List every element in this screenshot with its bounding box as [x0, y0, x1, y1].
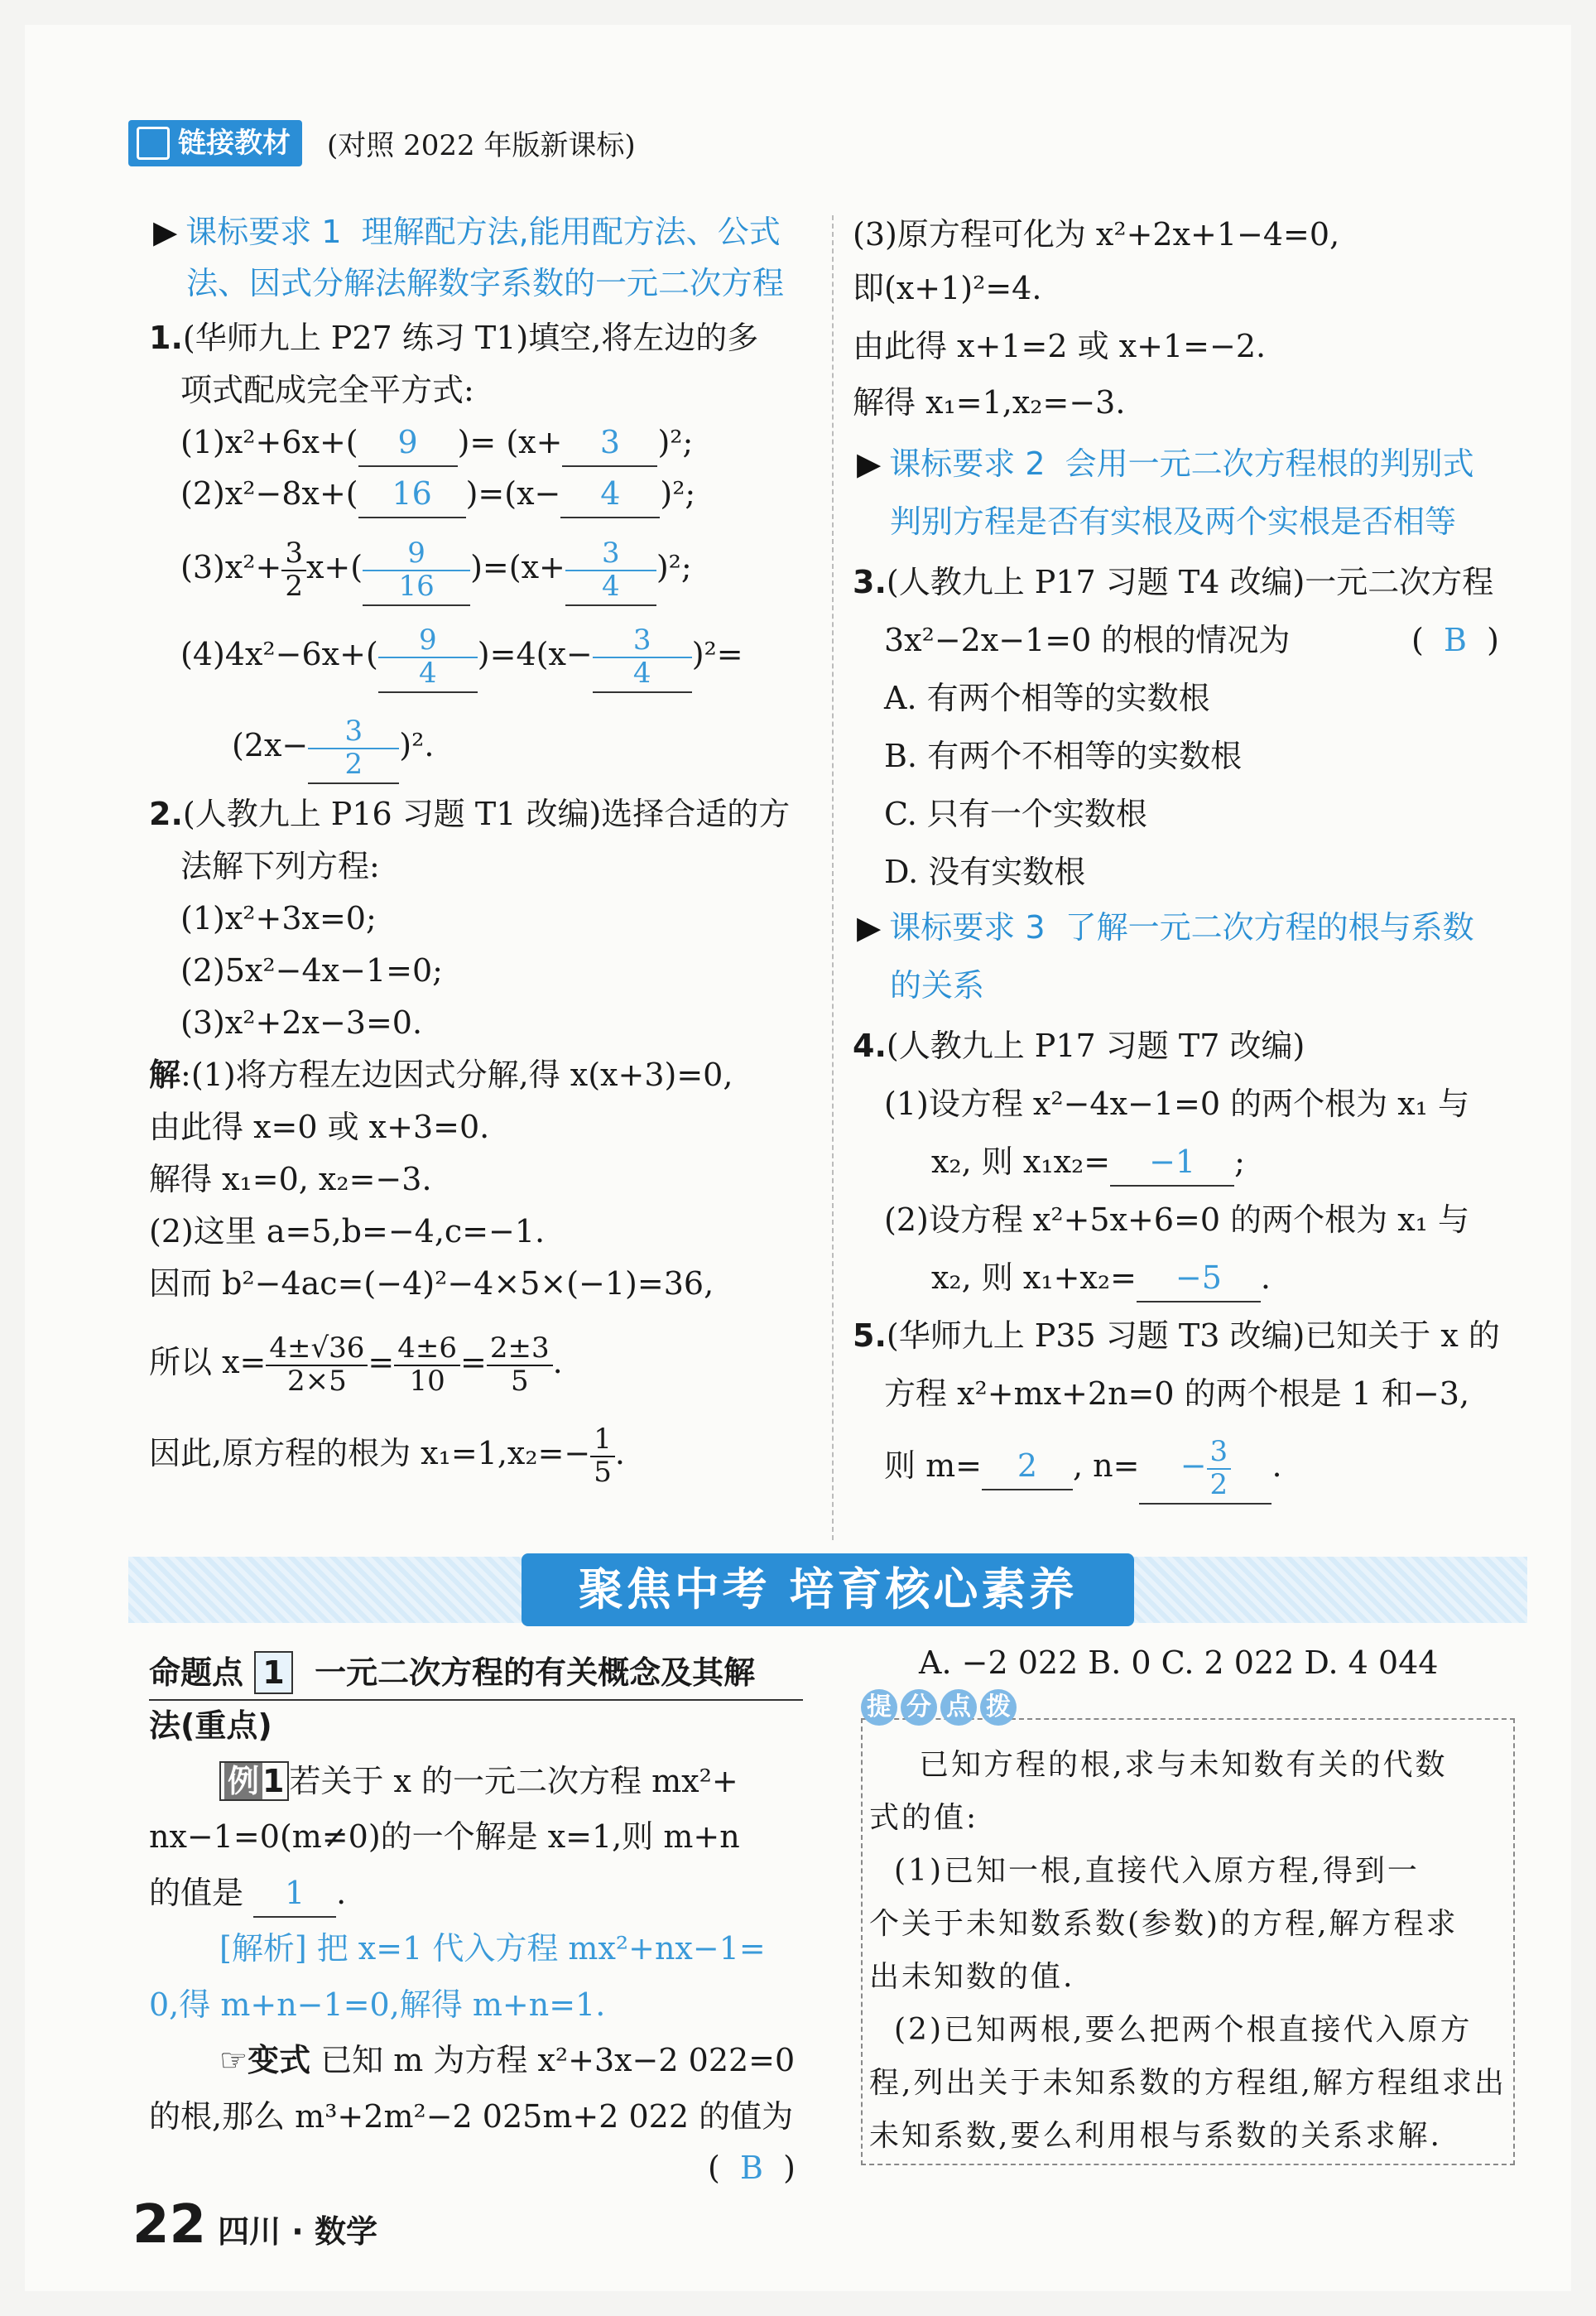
hint-line-8: 未知系数,要么利用根与系数的关系求解. [869, 2119, 1442, 2153]
question-2-line-2: 法解下列方程: [180, 848, 380, 884]
page-number: 22 [132, 2194, 207, 2256]
option-b: B. 有两个不相等的实数根 [884, 738, 1243, 774]
solution-3-line-2: 即(x+1)²=4. [853, 270, 1042, 306]
answer-blank: −1 [1110, 1139, 1234, 1187]
example-1-line-2: nx−1=0(m≠0)的一个解是 x=1,则 m+n [149, 1818, 740, 1855]
answer-blank: − $\frac{3}{2}$ [1139, 1428, 1272, 1505]
analysis-line-1: [解析] 把 x=1 代入方程 mx²+nx−1= [219, 1930, 766, 1967]
question-5-line-3: 则 m= 2 , n= − $\frac{3}{2}$ . [884, 1428, 1282, 1505]
requirement-2: ▶ 课标要求 2 会用一元二次方程根的判别式 [857, 445, 1474, 482]
solution-line-5: 因而 b²−4ac=(−4)²−4×5×(−1)=36, [149, 1265, 714, 1302]
hint-tag: 提 分 点 拨 [861, 1689, 1020, 1726]
section-tag-label: 链接教材 [178, 127, 291, 160]
question-3: 3.(人教九上 P17 习题 T4 改编)一元二次方程 [853, 564, 1494, 600]
solution-line-1: 解:(1)将方程左边因式分解,得 x(x+3)=0, [149, 1057, 733, 1093]
question-2-part-1: (1)x²+3x=0; [180, 900, 377, 937]
variant-answer: ( B ) [708, 2150, 796, 2186]
question-3-answer: ( B ) [1411, 622, 1499, 658]
solution-line-4: (2)这里 a=5,b=−4,c=−1. [149, 1213, 546, 1249]
solution-3-line-1: (3)原方程可化为 x²+2x+1−4=0, [853, 216, 1340, 253]
topic-heading: 命题点 1 一元二次方程的有关概念及其解 [149, 1648, 755, 1697]
requirement-1-label: 课标要求 1 [185, 214, 342, 250]
variant-line-1: ☞变式 已知 m 为方程 x²+3x−2 022=0 [219, 2042, 796, 2078]
requirement-3: ▶ 课标要求 3 了解一元二次方程的根与系数 [857, 909, 1474, 946]
question-5: 5.(华师九上 P35 习题 T3 改编)已知关于 x 的 [853, 1317, 1500, 1354]
topic-heading-line-2: 法(重点) [149, 1699, 803, 1750]
answer-blank: −5 [1137, 1254, 1261, 1302]
question-4-part-1: (1)设方程 x²−4x−1=0 的两个根为 x₁ 与 [884, 1086, 1469, 1122]
example-1: 例 1 若关于 x 的一元二次方程 mx²+ [219, 1758, 738, 1804]
analysis-line-2: 0,得 m+n−1=0,解得 m+n=1. [149, 1986, 606, 2023]
answer-blank: 16 [358, 470, 466, 518]
requirement-1-text-2: 法、因式分解法解数字系数的一元二次方程 [186, 265, 785, 301]
question-2-part-3: (3)x²+2x−3=0. [180, 1004, 423, 1041]
hint-line-6: (2)已知两根,要么把两个根直接代入原方 [894, 2013, 1473, 2047]
solution-line-7: 因此,原方程的根为 x₁=1,x₂=− $\frac{1}{5}$ . [149, 1423, 625, 1489]
hint-line-5: 出未知数的值. [869, 1960, 1075, 1994]
answer-blank: 2 [982, 1442, 1073, 1490]
variant-line-2: 的根,那么 m³+2m²−2 025m+2 022 的值为 [149, 2098, 794, 2135]
question-1-part-2: (2)x²−8x+( 16 )=(x− 4 )²; [180, 470, 695, 518]
requirement-3-text-2: 的关系 [890, 967, 985, 1004]
question-3-line-2: 3x²−2x−1=0 的根的情况为 [884, 622, 1291, 658]
hint-line-2: 式的值: [869, 1801, 979, 1835]
answer-blank: 9 [358, 419, 458, 467]
section-tag [128, 120, 302, 166]
hint-line-4: 个关于未知数系数(参数)的方程,解方程求 [869, 1907, 1459, 1941]
hint-line-1: 已知方程的根,求与未知数有关的代数 [919, 1748, 1448, 1782]
option-a: A. 有两个相等的实数根 [884, 680, 1210, 716]
triangle-icon: ▶ [857, 909, 882, 946]
question-1-part-4: (4)4x²−6x+( $\frac{9}{4}$ )=4(x− $\frac{3}{4}$ )²= [180, 617, 743, 693]
question-2-part-2: (2)5x²−4x−1=0; [180, 952, 443, 989]
question-1-part-3: (3)x²+ $\frac{3}{2}$ x+( $\frac{9}{16}$ )=(x+ $\frac{3}{4}$ )²; [180, 530, 692, 606]
triangle-icon: ▶ [857, 445, 882, 482]
solution-line-3: 解得 x₁=0, x₂=−3. [149, 1161, 432, 1197]
answer-blank: 1 [253, 1870, 336, 1918]
answer-blank: 4 [560, 470, 660, 518]
solution-line-6: 所以 x= $\frac{4\pm√36}{2\times 5}$ = $\frac{4\pm 6}{10}$ = $\frac{2\pm 3}{5}$ . [149, 1331, 563, 1398]
footer [132, 2194, 377, 2256]
option-c: C. 只有一个实数根 [884, 796, 1147, 832]
question-1-part-4-line-2: (2x− $\frac{3}{2}$ )². [232, 708, 434, 784]
question-4-part-2-line-2: x₂, 则 x₁+x₂= −5 . [931, 1254, 1271, 1302]
question-1-line-2: 项式配成完全平方式: [180, 372, 474, 408]
question-4-part-1-line-2: x₂, 则 x₁x₂= −1 ; [931, 1139, 1245, 1187]
requirement-2-text-2: 判别方程是否有实根及两个实根是否相等 [890, 503, 1457, 540]
example-1-line-3: 的值是 1 . [149, 1870, 346, 1918]
section-banner-title: 聚焦中考 培育核心素养 [522, 1553, 1134, 1626]
triangle-icon: ▶ [153, 214, 178, 250]
answer-blank: 3 [562, 419, 657, 467]
footer-subtitle: 四川 · 数学 [218, 2213, 377, 2250]
header-note: (对照 2022 年版新课标) [327, 129, 636, 162]
option-d: D. 没有实数根 [884, 854, 1086, 890]
variant-options: A. −2 022 B. 0 C. 2 022 D. 4 044 [919, 1644, 1439, 1681]
solution-line-2: 由此得 x=0 或 x+3=0. [149, 1109, 490, 1145]
hint-line-3: (1)已知一根,直接代入原方程,得到一 [894, 1854, 1420, 1888]
question-1: 1.(华师九上 P27 练习 T1)填空,将左边的多 [149, 320, 759, 356]
question-4: 4.(人教九上 P17 习题 T7 改编) [853, 1028, 1305, 1064]
question-5-line-2: 方程 x²+mx+2n=0 的两个根是 1 和−3, [884, 1375, 1470, 1412]
pen-icon [137, 127, 170, 160]
question-2: 2.(人教九上 P16 习题 T1 改编)选择合适的方 [149, 796, 791, 832]
question-4-part-2: (2)设方程 x²+5x+6=0 的两个根为 x₁ 与 [884, 1201, 1469, 1238]
question-1-part-1: (1)x²+6x+( 9 )= (x+ 3 )²; [180, 419, 693, 467]
column-divider [832, 215, 834, 1540]
solution-3-line-3: 由此得 x+1=2 或 x+1=−2. [853, 328, 1267, 364]
requirement-1-text: 理解配方法,能用配方法、公式 [361, 214, 781, 250]
hint-line-7: 程,列出关于未知系数的方程组,解方程组求出 [869, 2066, 1507, 2100]
requirement-1 [153, 207, 781, 257]
solution-3-line-4: 解得 x₁=1,x₂=−3. [853, 384, 1126, 421]
